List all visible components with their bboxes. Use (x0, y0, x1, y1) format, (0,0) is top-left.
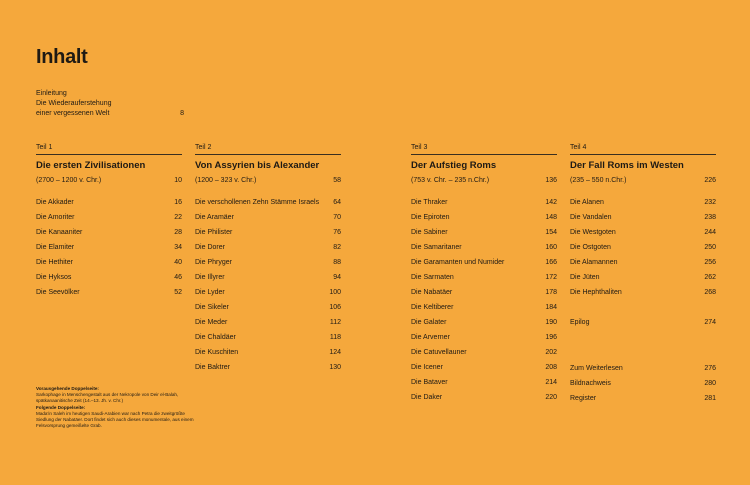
entry-page-number: 256 (704, 259, 716, 266)
entry-list (570, 199, 716, 410)
intro-page-number: 8 (180, 110, 184, 117)
entry-page-number: 112 (329, 319, 341, 326)
entry-page-number: 76 (333, 229, 341, 236)
note-text: Sarkophage in Menschengestalt aus der Nekropole von Deir el-Balah, spätkanaanitische Zeit (14.–13. Jh. v. Chr.) (36, 391, 179, 403)
entry-label: Die Sikeler (195, 304, 229, 311)
entry-label: Die Akkader (36, 199, 74, 206)
toc-entry[interactable] (570, 244, 716, 259)
entry-label: Die Arverner (411, 334, 450, 341)
entry-label: Die Keltiberer (411, 304, 454, 311)
entry-label: Zum Weiterlesen (570, 365, 623, 372)
toc-entry[interactable] (570, 380, 716, 395)
entry-page-number: 262 (704, 274, 716, 281)
entry-list (36, 199, 182, 304)
toc-entry[interactable] (36, 244, 182, 259)
part-date-range-row[interactable] (411, 177, 557, 184)
note-heading: Vorausgehende Doppelseite: (36, 386, 99, 391)
entry-page-number: 184 (545, 304, 557, 311)
entry-page-number: 276 (704, 365, 716, 372)
entry-page-number: 172 (545, 274, 557, 281)
entry-page-number: 280 (704, 380, 716, 387)
part-page-number: 226 (704, 177, 716, 184)
toc-entry[interactable] (570, 199, 716, 214)
toc-entry[interactable] (411, 394, 557, 409)
entry-label: Die Hephthaliten (570, 289, 622, 296)
entry-label: Die verschollenen Zehn Stämme Israels (195, 199, 320, 206)
toc-entry[interactable] (195, 214, 341, 229)
toc-entry[interactable] (195, 334, 341, 349)
toc-entry[interactable] (195, 199, 341, 214)
entry-label: Die Aramäer (195, 214, 234, 221)
toc-entry[interactable] (411, 244, 557, 259)
part-title[interactable]: Der Fall Roms im Westen (570, 160, 684, 171)
intro-entry[interactable] (36, 89, 184, 119)
toc-entry[interactable] (411, 364, 557, 379)
toc-entry[interactable] (411, 199, 557, 214)
entry-label: Die Meder (195, 319, 228, 326)
entry-page-number: 22 (174, 214, 182, 221)
entry-label: Die Kuschiten (195, 349, 239, 356)
entry-page-number: 238 (704, 214, 716, 221)
entry-page-number: 268 (704, 289, 716, 296)
entry-page-number: 34 (174, 244, 182, 251)
entry-page-number: 28 (174, 229, 182, 236)
entry-label: Die Westgoten (570, 229, 616, 236)
entry-page-number: 40 (174, 259, 182, 266)
toc-entry[interactable] (36, 259, 182, 274)
entry-label: Die Elamiter (36, 244, 75, 251)
toc-entry[interactable] (36, 289, 182, 304)
entry-page-number: 94 (333, 274, 341, 281)
entry-label: Die Bataver (411, 379, 448, 386)
entry-label: Die Phryger (195, 259, 232, 266)
toc-entry[interactable] (195, 349, 341, 364)
toc-entry[interactable] (411, 334, 557, 349)
toc-entry[interactable] (36, 274, 182, 289)
entry-label: Die Alamannen (570, 259, 618, 266)
toc-entry[interactable] (570, 319, 716, 334)
toc-column-teil-2 (195, 144, 341, 379)
entry-label: Die Chaldäer (195, 334, 236, 341)
part-date-range: (2700 – 1200 v. Chr.) (36, 177, 102, 184)
toc-entry[interactable] (411, 289, 557, 304)
entry-page-number: 244 (704, 229, 716, 236)
toc-entry[interactable] (570, 289, 716, 304)
entry-label: Die Hyksos (36, 274, 72, 281)
entry-page-number: 154 (545, 229, 557, 236)
toc-entry[interactable] (411, 304, 557, 319)
toc-column-teil-1 (36, 144, 182, 304)
entry-label: Bildnachweis (570, 380, 611, 387)
entry-page-number: 190 (545, 319, 557, 326)
toc-entry[interactable] (411, 214, 557, 229)
entry-page-number: 166 (545, 259, 557, 266)
toc-entry[interactable] (195, 304, 341, 319)
part-label: Teil 2 (195, 144, 341, 155)
entry-label: Epilog (570, 319, 590, 326)
toc-entry[interactable] (36, 199, 182, 214)
entry-page-number: 142 (545, 199, 557, 206)
entry-page-number: 202 (545, 349, 557, 356)
toc-entry[interactable] (195, 319, 341, 334)
toc-column-teil-3 (411, 144, 557, 409)
entry-label: Die Seevölker (36, 289, 80, 296)
entry-label: Die Epiroten (411, 214, 450, 221)
toc-entry[interactable] (195, 364, 341, 379)
toc-entry[interactable] (195, 274, 341, 289)
entry-page-number: 250 (704, 244, 716, 251)
toc-entry[interactable] (570, 214, 716, 229)
toc-entry[interactable] (570, 274, 716, 289)
intro-line: einer vergessenen Welt (36, 110, 110, 117)
toc-entry[interactable] (570, 259, 716, 274)
entry-label: Die Catuvellauner (411, 349, 467, 356)
entry-label: Die Jüten (570, 274, 600, 281)
toc-entry[interactable] (195, 229, 341, 244)
entry-page-number: 208 (545, 364, 557, 371)
part-page-number: 10 (174, 177, 182, 184)
entry-label: Die Alanen (570, 199, 604, 206)
entry-page-number: 160 (545, 244, 557, 251)
entry-label: Die Hethiter (36, 259, 73, 266)
entry-label: Die Sabiner (411, 229, 448, 236)
toc-entry[interactable] (195, 289, 341, 304)
part-label: Teil 3 (411, 144, 557, 155)
part-date-range: (1200 – 323 v. Chr.) (195, 177, 257, 184)
entry-page-number: 124 (329, 349, 341, 356)
entry-page-number: 130 (329, 364, 341, 371)
entry-page-number: 100 (329, 289, 341, 296)
part-label: Teil 1 (36, 144, 182, 155)
entry-page-number: 148 (545, 214, 557, 221)
entry-label: Die Samaritaner (411, 244, 462, 251)
part-page-number: 136 (545, 177, 557, 184)
part-title[interactable]: Von Assyrien bis Alexander (195, 160, 320, 171)
entry-label: Die Illyrer (195, 274, 225, 281)
entry-label: Die Amoriter (36, 214, 75, 221)
entry-label: Die Icener (411, 364, 443, 371)
entry-page-number: 88 (333, 259, 341, 266)
part-date-range-row[interactable] (36, 177, 182, 184)
toc-entry[interactable] (570, 229, 716, 244)
toc-entry[interactable] (36, 214, 182, 229)
intro-line: Die Wiederauferstehung (36, 100, 112, 107)
entry-page-number: 232 (704, 199, 716, 206)
toc-entry[interactable] (570, 395, 716, 410)
entry-page-number: 178 (545, 289, 557, 296)
toc-entry[interactable] (411, 379, 557, 394)
entry-label: Die Daker (411, 394, 443, 401)
toc-entry[interactable] (411, 319, 557, 334)
entry-page-number: 196 (545, 334, 557, 341)
intro-line: Einleitung (36, 90, 67, 97)
entry-list (411, 199, 557, 409)
entry-page-number: 214 (545, 379, 557, 386)
toc-entry[interactable] (195, 244, 341, 259)
toc-entry[interactable] (411, 349, 557, 364)
part-date-range-row[interactable] (195, 177, 341, 184)
entry-list (195, 199, 341, 379)
image-notes (36, 386, 194, 431)
toc-column-teil-4 (570, 144, 716, 410)
part-title[interactable]: Der Aufstieg Roms (411, 160, 497, 171)
entry-label: Die Lyder (195, 289, 225, 296)
part-date-range: (753 v. Chr. – 235 n.Chr.) (411, 177, 490, 184)
part-title[interactable]: Die ersten Zivilisationen (36, 160, 146, 171)
entry-page-number: 281 (704, 395, 716, 402)
toc-entry[interactable] (195, 259, 341, 274)
entry-page-number: 118 (329, 334, 341, 341)
entry-page-number: 106 (329, 304, 341, 311)
entry-label: Die Baktrer (195, 364, 231, 371)
entry-page-number: 46 (174, 274, 182, 281)
entry-label: Die Vandalen (570, 214, 612, 221)
entry-label: Die Garamanten und Numider (411, 259, 505, 266)
entry-label: Register (570, 395, 597, 402)
entry-label: Die Sarmaten (411, 274, 454, 281)
entry-page-number: 274 (704, 319, 716, 326)
part-page-number: 58 (333, 177, 341, 184)
toc-entry[interactable] (411, 274, 557, 289)
toc-entry[interactable] (36, 229, 182, 244)
entry-label: Die Philister (195, 229, 233, 236)
entry-page-number: 16 (174, 199, 182, 206)
entry-page-number: 64 (333, 199, 341, 206)
entry-label: Die Dorer (195, 244, 225, 251)
part-label: Teil 4 (570, 144, 716, 155)
note-text: Mada'in Saleh im heutigen Saudi-Arabien war nach Petra die zweitgrößte Siedlung der Nabatäer. Dort findet sich auch dieses monumentale, aus einem Felsvorsprung gemeißelte Grab. (36, 411, 194, 428)
toc-entry[interactable] (411, 229, 557, 244)
entry-label: Die Galater (411, 319, 447, 326)
entry-label: Die Thraker (411, 199, 448, 206)
part-date-range: (235 – 550 n.Chr.) (570, 177, 627, 184)
entry-label: Die Nabatäer (411, 289, 453, 296)
toc-entry[interactable] (570, 365, 716, 380)
entry-label: Die Kanaaniter (36, 229, 83, 236)
entry-page-number: 82 (333, 244, 341, 251)
entry-page-number: 70 (333, 214, 341, 221)
page-title: Inhalt (36, 46, 88, 68)
note-heading: Folgende Doppelseite: (36, 405, 86, 411)
part-date-range-row[interactable] (570, 177, 716, 184)
entry-page-number: 220 (545, 394, 557, 401)
entry-label: Die Ostgoten (570, 244, 611, 251)
entry-page-number: 52 (174, 289, 182, 296)
toc-entry[interactable] (411, 259, 557, 274)
